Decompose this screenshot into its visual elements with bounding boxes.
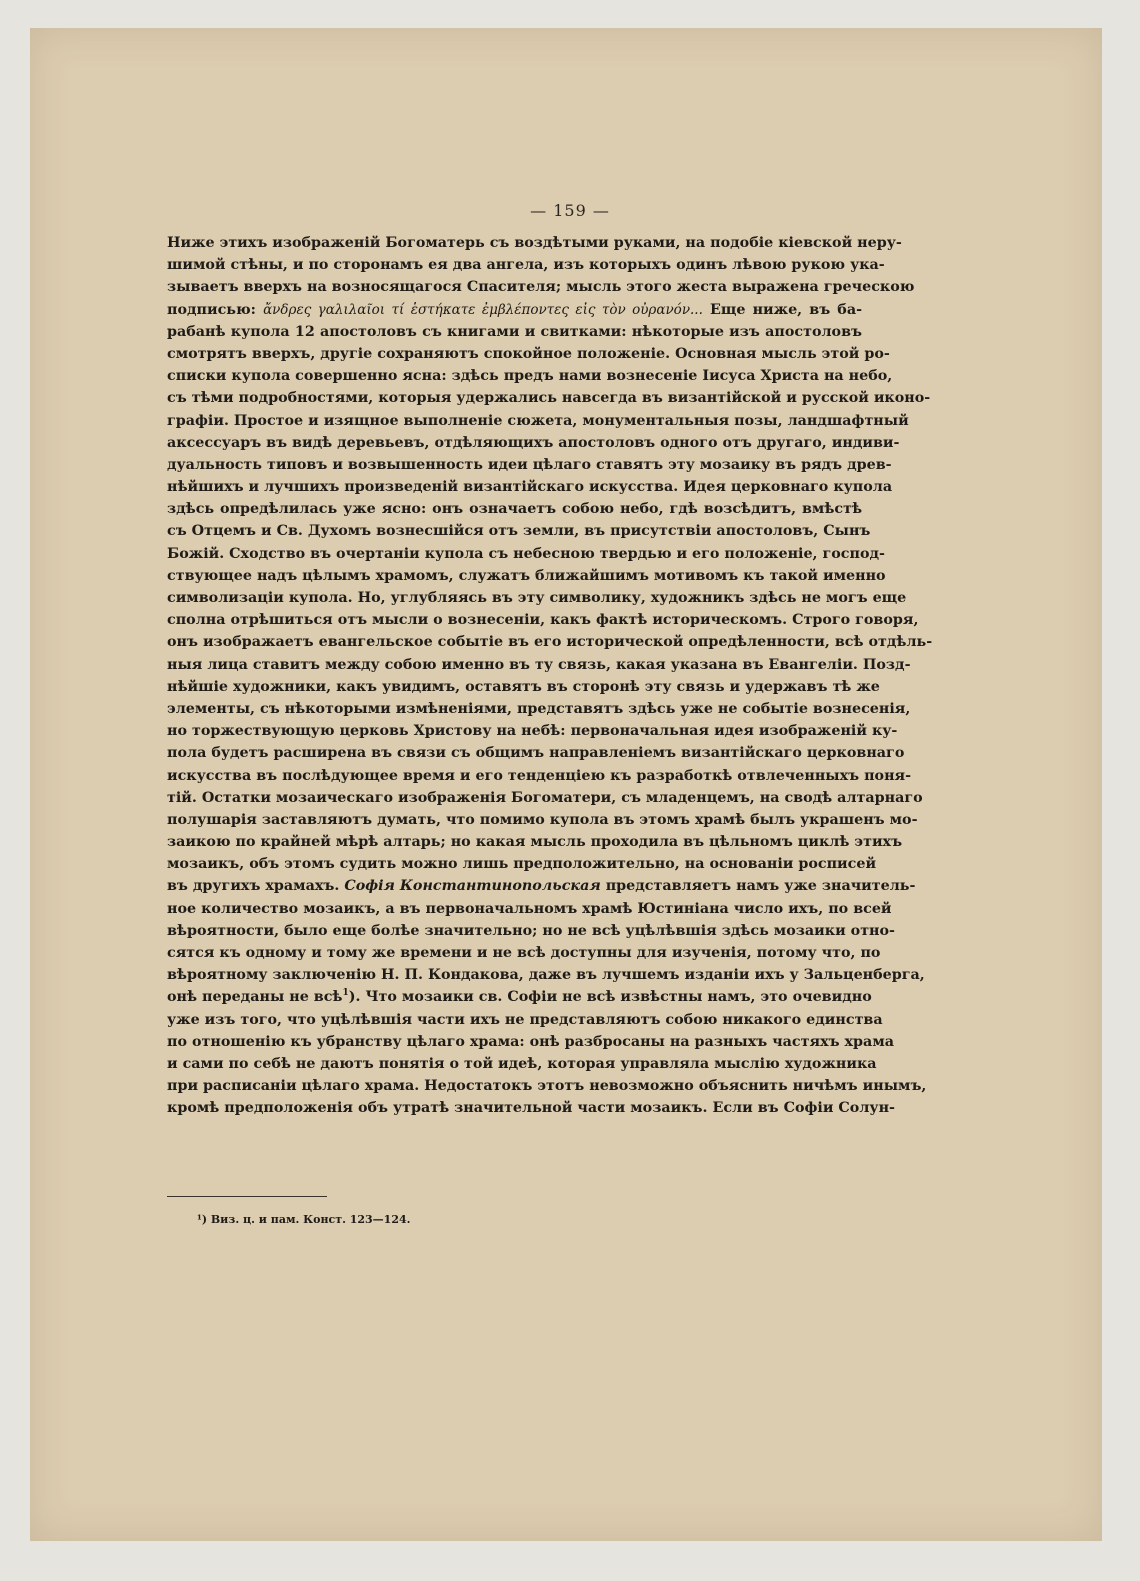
text-run: онѣ переданы не всѣ bbox=[167, 989, 343, 1006]
text-run: ныя лица ставитъ между собою именно въ ту связь, какая указана въ Евангеліи. Позд- bbox=[167, 656, 911, 673]
text-line bbox=[167, 432, 900, 454]
text-run: по отношенію къ убранству цѣлаго храма: онѣ разбросаны на разныхъ частяхъ храма bbox=[167, 1033, 894, 1050]
text-line bbox=[167, 232, 902, 254]
text-run: нѣйшихъ и лучшихъ произведеній византійскаго искусства. Идея церковнаго купола bbox=[167, 479, 893, 496]
text-run: зываетъ вверхъ на возносящагося Спасителя; мысль этого жеста выражена греческою bbox=[167, 279, 915, 296]
text-line bbox=[167, 942, 881, 964]
text-line bbox=[167, 343, 890, 365]
text-line bbox=[167, 720, 898, 742]
text-run: Еще ниже, въ ба- bbox=[702, 301, 863, 318]
greek-inscription: ἄνδρες γαλιλαῖοι τί ἑστήκατε ἐμβλέποντες εἰς τὸν οὐρανόν... bbox=[263, 301, 703, 318]
text-line bbox=[167, 321, 862, 343]
text-line bbox=[167, 299, 862, 321]
text-run: тій. Остатки мозаическаго изображенія Богоматери, съ младенцемъ, на сводѣ алтарнаго bbox=[167, 789, 923, 806]
text-line bbox=[167, 631, 933, 653]
text-run: сполна отрѣшиться отъ мысли о вознесеніи, какъ фактѣ историческомъ. Строго говоря, bbox=[167, 612, 919, 629]
text-line bbox=[167, 831, 903, 853]
text-line bbox=[167, 1097, 895, 1119]
text-line bbox=[167, 742, 905, 764]
text-line bbox=[167, 986, 872, 1008]
text-run: нѣйшіе художники, какъ увидимъ, оставятъ въ сторонѣ эту связь и удержавъ тѣ же bbox=[167, 678, 880, 695]
text-line bbox=[167, 365, 893, 387]
text-line bbox=[167, 787, 923, 809]
text-run: рабанѣ купола 12 апостоловъ съ книгами и свитками: нѣкоторые изъ апостоловъ bbox=[167, 323, 862, 340]
body-text bbox=[167, 232, 933, 1120]
text-run: онъ изображаетъ евангельское событіе въ его исторической опредѣленности, всѣ отдѣль- bbox=[167, 634, 933, 651]
text-run: аксессуаръ въ видѣ деревьевъ, отдѣляющихъ апостоловъ одного отъ другаго, индиви- bbox=[167, 434, 900, 451]
page-number: — 159 — bbox=[530, 201, 610, 220]
text-run: здѣсь опредѣлилась уже ясно: онъ означаетъ собою небо, гдѣ возсѣдитъ, вмѣстѣ bbox=[167, 501, 862, 518]
text-line bbox=[167, 809, 918, 831]
text-line bbox=[167, 387, 931, 409]
text-run: Ниже этихъ изображеній Богоматерь съ воздѣтыми руками, на подобіе кіевской неру- bbox=[167, 235, 902, 251]
text-line bbox=[167, 875, 916, 897]
text-run: искусства въ послѣдующее время и его тенденціею къ разработкѣ отвлеченныхъ поня- bbox=[167, 767, 912, 784]
text-run: мозаикъ, объ этомъ судить можно лишь предположительно, на основаніи росписей bbox=[167, 856, 877, 873]
text-line bbox=[167, 587, 907, 609]
text-line bbox=[167, 1031, 894, 1053]
text-run: списки купола совершенно ясна: здѣсь предъ нами вознесеніе Іисуса Христа на небо, bbox=[167, 368, 893, 385]
text-run: шимой стѣны, и по сторонамъ ея два ангела, изъ которыхъ одинъ лѣвою рукою ука- bbox=[167, 257, 885, 274]
text-run: съ Отцемъ и Св. Духомъ вознесшійся отъ земли, въ присутствіи апостоловъ, Сынъ bbox=[167, 523, 871, 540]
text-line bbox=[167, 898, 892, 920]
text-run: Божій. Сходство въ очертаніи купола съ небесною твердью и его положеніе, господ- bbox=[167, 545, 885, 562]
text-line bbox=[167, 1009, 883, 1031]
text-run: ). Что мозаики св. Софіи не всѣ извѣстны намъ, это очевидно bbox=[348, 989, 872, 1006]
text-run: при расписаніи цѣлаго храма. Недостатокъ этотъ невозможно объяснить ничѣмъ инымъ, bbox=[167, 1078, 927, 1095]
footnote: ¹) Виз. ц. и пам. Конст. 123—124. bbox=[197, 1213, 411, 1226]
text-run: ствующее надъ цѣлымъ храмомъ, служатъ ближайшимъ мотивомъ къ такой именно bbox=[167, 567, 886, 584]
text-run: и сами по себѣ не даютъ понятія о той идеѣ, которая управляла мыслію художника bbox=[167, 1055, 877, 1072]
text-line bbox=[167, 454, 892, 476]
text-run: пола будетъ расширена въ связи съ общимъ направленіемъ византійскаго церковнаго bbox=[167, 745, 905, 762]
text-run: ное количество мозаикъ, а въ первоначальномъ храмѣ Юстиніана число ихъ, по всей bbox=[167, 900, 892, 917]
text-run: полушарія заставляютъ думать, что помимо купола въ этомъ храмѣ былъ украшенъ мо- bbox=[167, 811, 918, 828]
footnote-marker: 1 bbox=[342, 988, 349, 999]
text-run: но торжествующую церковь Христову на небѣ: первоначальная идея изображеній ку- bbox=[167, 723, 898, 740]
text-run: сятся къ одному и тому же времени и не всѣ доступны для изученія, потому что, по bbox=[167, 945, 881, 961]
text-line bbox=[167, 476, 893, 498]
text-line bbox=[167, 498, 862, 520]
text-line bbox=[167, 609, 919, 631]
text-run: графіи. Простое и изящное выполненіе сюжета, монументальныя позы, ландшафтный bbox=[167, 412, 909, 429]
text-line bbox=[167, 1053, 877, 1075]
text-run: элементы, съ нѣкоторыми измѣненіями, представятъ здѣсь уже не событіе вознесенія, bbox=[167, 700, 911, 717]
text-run: въ другихъ храмахъ. bbox=[167, 878, 345, 895]
text-line bbox=[167, 565, 886, 587]
italic-title: Софія Константинопольская bbox=[344, 878, 601, 895]
text-line bbox=[167, 676, 880, 698]
text-run: кромѣ предположенія объ утратѣ значительной части мозаикъ. Если въ Софіи Солун- bbox=[167, 1100, 895, 1117]
text-run: уже изъ того, что уцѣлѣвшія части ихъ не представляютъ собою никакого единства bbox=[167, 1011, 883, 1028]
text-run: подписью: bbox=[167, 301, 264, 318]
text-run: заикою по крайней мѣрѣ алтарь; но какая мысль проходила въ цѣльномъ циклѣ этихъ bbox=[167, 834, 903, 851]
text-run: смотрятъ вверхъ, другіе сохраняютъ спокойное положеніе. Основная мысль этой ро- bbox=[167, 345, 890, 362]
text-line bbox=[167, 654, 911, 676]
text-line bbox=[167, 254, 885, 276]
text-line bbox=[167, 410, 909, 432]
text-run: символизаціи купола. Но, углубляясь въ эту символику, художникъ здѣсь не могъ еще bbox=[167, 590, 907, 606]
text-line bbox=[167, 276, 915, 298]
text-run: представляетъ намъ уже значитель- bbox=[600, 878, 916, 895]
text-line bbox=[167, 543, 885, 565]
text-run: съ тѣми подробностями, которыя удержались навсегда въ византійской и русской иконо- bbox=[167, 390, 931, 407]
text-line bbox=[167, 964, 925, 986]
text-line bbox=[167, 920, 895, 942]
text-run: вѣроятности, было еще болѣе значительно; но не всѣ уцѣлѣвшія здѣсь мозаики отно- bbox=[167, 922, 895, 939]
text-line bbox=[167, 765, 912, 787]
text-line bbox=[167, 1075, 927, 1097]
text-run: вѣроятному заключенію Н. П. Кондакова, даже въ лучшемъ изданіи ихъ у Зальценберга, bbox=[167, 967, 925, 984]
text-line bbox=[167, 520, 871, 542]
text-run: дуальность типовъ и возвышенность идеи цѣлаго ставятъ эту мозаику въ рядъ древ- bbox=[167, 456, 892, 473]
text-line bbox=[167, 698, 911, 720]
text-line bbox=[167, 853, 877, 875]
footnote-separator bbox=[167, 1196, 327, 1197]
